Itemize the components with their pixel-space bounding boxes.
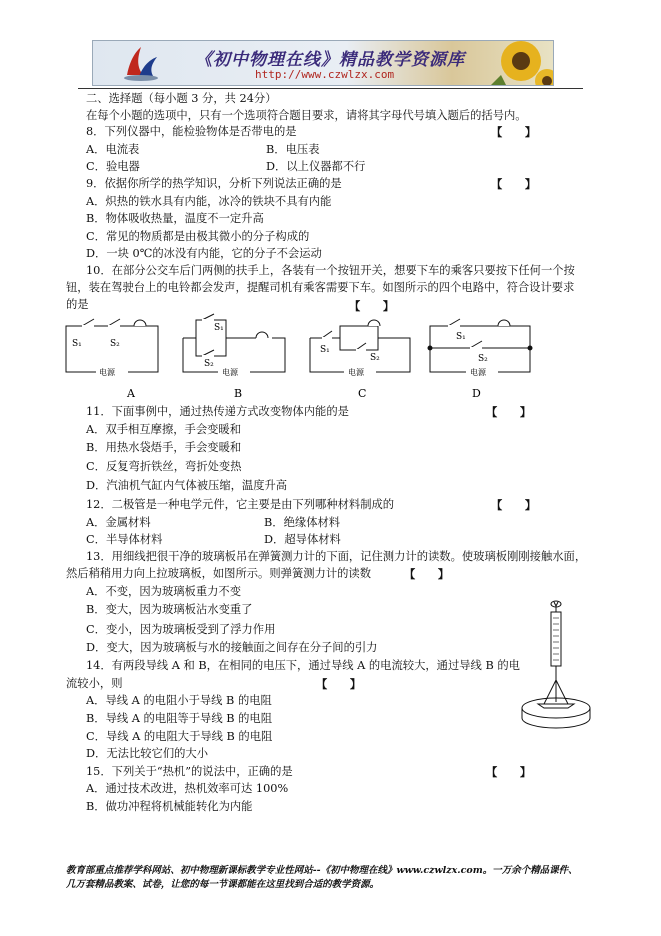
q9-option-c: C．常见的物质都是由极其微小的分子构成的: [86, 230, 310, 243]
q8-option-a: A．电流表: [86, 143, 140, 156]
circuit-label-a: A: [127, 387, 135, 400]
circuit-b-power: 电源: [222, 368, 238, 377]
circuit-a-s2: S₂: [110, 339, 120, 349]
q12-option-a: A．金属材料: [86, 516, 151, 529]
q10-stem-line1: 10．在部分公交车后门两侧的扶手上，各装有一个按钮开关，想要下车的乘客只要按下任何一个按: [86, 264, 575, 277]
q15-option-a: A．通过技术改进，热机效率可达 100%: [86, 782, 289, 795]
circuit-d-s2: S₂: [478, 354, 488, 364]
q9-answer-bracket[interactable]: 【 】: [491, 178, 537, 191]
q13-stem-line2: 然后稍稍用力向上拉玻璃板，如图所示。则弹簧测力计的读数: [66, 567, 372, 580]
circuit-a-s1: S₁: [72, 339, 82, 349]
q15-stem: 15．下列关于“热机”的说法中，正确的是: [86, 765, 293, 778]
q11-option-a: A．双手相互摩擦，手会变暖和: [86, 423, 242, 436]
q9-option-b: B．物体吸收热量，温度不一定升高: [86, 212, 264, 225]
q13-stem-line1: 13．用细线把很干净的玻璃板吊在弹簧测力计的下面，记住测力计的读数。使玻璃板刚刚接触水面，: [86, 550, 587, 563]
section-heading: 二、选择题（每小题 3 分，共 24分）: [86, 92, 277, 105]
circuit-b: [183, 314, 285, 376]
circuit-d-power: 电源: [470, 368, 486, 377]
circuit-c-s2: S₂: [370, 353, 380, 363]
section-instruction: 在每个小题的选项中，只有一个选项符合题目要求，请将其字母代号填入题后的括号内。: [86, 109, 527, 122]
header-rule: [78, 88, 583, 89]
q12-answer-bracket[interactable]: 【 】: [491, 499, 537, 512]
q12-stem: 12．二极管是一种电学元件，它主要是由下列哪种材料制成的: [86, 498, 395, 511]
banner-url[interactable]: http://www.czwlzx.com: [255, 68, 395, 81]
q13-answer-bracket[interactable]: 【 】: [404, 568, 450, 581]
circuit-c-s1: S₁: [320, 345, 330, 355]
q12-option-d: D．超导体材料: [264, 533, 341, 546]
circuit-b-s2: S₂: [204, 359, 214, 369]
q8-option-c: C．验电器: [86, 160, 140, 173]
q12-option-b: B．绝缘体材料: [264, 516, 341, 529]
q14-option-c: C．导线 A 的电阻大于导线 B 的电阻: [86, 730, 273, 743]
q13-option-b: B．变大，因为玻璃板沾水变重了: [86, 603, 253, 616]
footer-line1: 教育部重点推荐学科网站、初中物理新课标教学专业性网站--《初中物理在线》www.czwlzx.com。一万余个精品课件、: [66, 865, 578, 876]
circuit-d-s1: S₁: [456, 332, 466, 342]
q12-option-c: C．半导体材料: [86, 533, 163, 546]
q9-option-a: A．炽热的铁水具有内能，冰冷的铁块不具有内能: [86, 195, 332, 208]
q10-circuit-diagrams: [0, 312, 661, 402]
q14-option-a: A．导线 A 的电阻小于导线 B 的电阻: [86, 694, 272, 707]
q14-stem-line2: 流较小，则: [66, 677, 123, 690]
spring-balance-figure: [516, 600, 596, 730]
q13-option-a: A．不变，因为玻璃板重力不变: [86, 585, 242, 598]
q14-option-b: B．导线 A 的电阻等于导线 B 的电阻: [86, 712, 272, 725]
site-logo-icon: [121, 45, 161, 83]
q13-option-c: C．变小，因为玻璃板受到了浮力作用: [86, 623, 276, 636]
circuit-c-power: 电源: [348, 368, 364, 377]
q11-answer-bracket[interactable]: 【 】: [486, 406, 532, 419]
circuit-label-b: B: [234, 387, 243, 400]
q13-option-d: D．变大，因为玻璃板与水的接触面之间存在分子间的引力: [86, 641, 378, 654]
q14-stem-line1: 14．有两段导线 A 和 B，在相同的电压下，通过导线 A 的电流较大，通过导线 B 的电: [86, 659, 520, 672]
banner-title: 《初中物理在线》精品教学资源库: [195, 50, 465, 70]
q11-option-b: B．用热水袋焐手，手会变暖和: [86, 441, 242, 454]
q10-stem-line3: 的是: [66, 298, 89, 311]
q9-stem: 9．依据你所学的热学知识，分析下列说法正确的是: [86, 177, 342, 190]
q14-option-d: D．无法比较它们的大小: [86, 747, 209, 760]
header-banner: [92, 40, 554, 86]
q11-option-d: D．汽油机气缸内气体被压缩，温度升高: [86, 479, 288, 492]
q8-stem: 8．下列仪器中，能检验物体是否带电的是: [86, 125, 297, 138]
q8-option-d: D．以上仪器都不行: [266, 160, 366, 173]
sunflower-icon: [481, 40, 554, 86]
circuit-a-power: 电源: [99, 368, 115, 377]
q10-answer-bracket[interactable]: 【 】: [349, 300, 395, 313]
q10-stem-line2: 钮，装在驾驶台上的电铃都会发声，提醒司机有乘客需要下车。如图所示的四个电路中，符合设计要求: [66, 281, 575, 294]
q9-option-d: D．一块 0℃的冰没有内能，它的分子不会运动: [86, 247, 322, 260]
footer-line2: 几万套精品教案、试卷，让您的每一节课都能在这里找到合适的教学资源。: [66, 879, 380, 890]
circuit-label-c: C: [358, 387, 367, 400]
circuit-label-d: D: [472, 387, 481, 400]
q11-option-c: C．反复弯折铁丝，弯折处变热: [86, 460, 242, 473]
q14-answer-bracket[interactable]: 【 】: [316, 678, 362, 691]
q8-option-b: B．电压表: [266, 143, 320, 156]
circuit-b-s1: S₁: [214, 323, 224, 333]
q15-answer-bracket[interactable]: 【 】: [486, 766, 532, 779]
q15-option-b: B．做功冲程将机械能转化为内能: [86, 800, 253, 813]
q11-stem: 11．下面事例中，通过热传递方式改变物体内能的是: [86, 405, 349, 418]
q8-answer-bracket[interactable]: 【 】: [491, 126, 537, 139]
